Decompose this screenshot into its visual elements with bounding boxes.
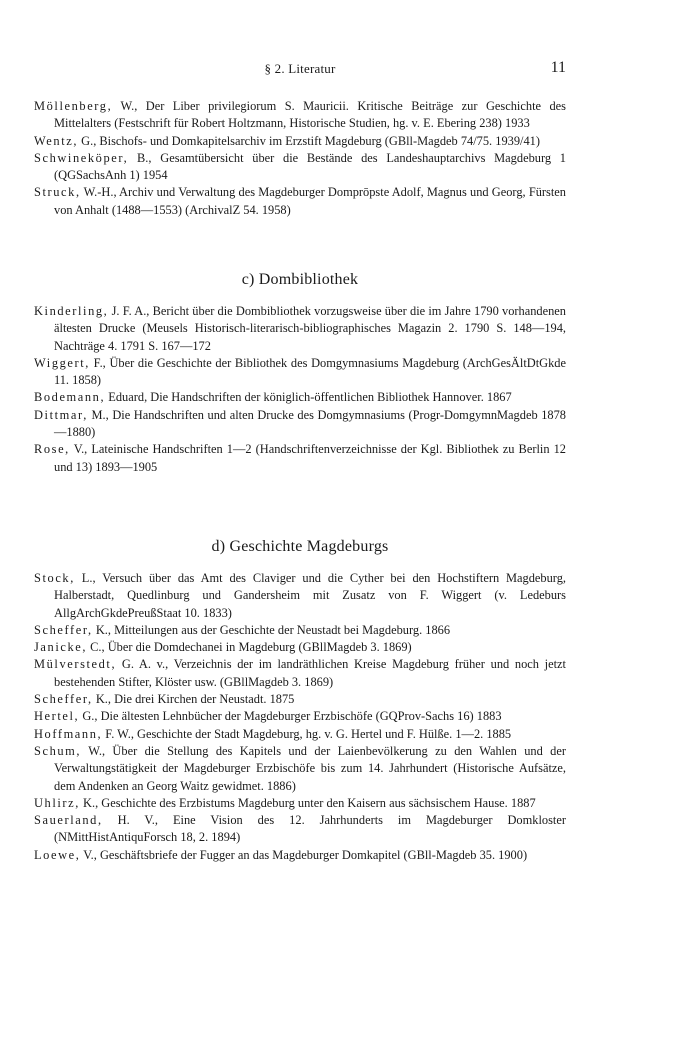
entry-text: F., Über die Geschichte der Bibliothek des Domgymnasiums Magdeburg (ArchGesÄltDtGkde 11. 1858): [54, 355, 566, 388]
entry-author: Janicke,: [34, 640, 88, 655]
entry-text: W., Der Liber privilegiorum S. Mauricii. Kritische Beiträge zur Geschichte des Mittelalters (Festschrift für Robert Holtzmann, Historische Studien, hg. v. E. Ebering 238) 1933: [54, 99, 566, 131]
running-title: § 2. Literatur: [264, 61, 336, 76]
bibliography-entry: [34, 98, 566, 133]
entry-author: Wiggert,: [34, 355, 90, 370]
bibliography-entry: [34, 303, 566, 355]
bibliography-entry: [34, 795, 566, 812]
bibliography-entry: [34, 133, 566, 150]
entry-author: Hertel,: [34, 709, 80, 724]
entry-text: G., Die ältesten Lehnbücher der Magdeburger Erzbischöfe (GQProv-Sachs 16) 1883: [79, 709, 502, 724]
entry-text: W., Über die Stellung des Kapitels und der Laienbevölkerung zu den Wahlen und der Verwaltungstätigkeit der Magdeburger Erzbischöfe bis zum 14. Jahrhundert (Historische Aufsätze, dem Andenken an Georg Waitz gewidmet. 1886): [54, 743, 566, 793]
bibliography-entry: [34, 184, 566, 219]
section-heading: c) Dombibliothek: [241, 271, 359, 288]
bibliography-entry: [34, 726, 566, 743]
entry-author: Stock,: [34, 571, 75, 585]
bibliography-entry: [34, 847, 566, 864]
bibliography-entry: [34, 691, 566, 708]
entry-text: V., Geschäftsbriefe der Fugger an das Magdeburger Domkapitel (GBll-Magdeb 35. 1900): [80, 847, 528, 862]
entry-author: Möllenberg,: [34, 99, 113, 113]
entry-text: F. W., Geschichte der Stadt Magdeburg, hg. v. G. Hertel und F. Hülße. 1—2. 1885: [102, 726, 512, 741]
entry-author: Schwineköper,: [34, 150, 129, 165]
entry-text: Eduard, Die Handschriften der königlich-öffentlichen Bibliothek Hannover. 1867: [105, 390, 512, 405]
entry-text: C., Über die Domdechanei in Magdeburg (GBllMagdeb 3. 1869): [87, 640, 412, 655]
entry-author: Bodemann,: [34, 390, 106, 405]
entry-author: Sauerland,: [34, 813, 103, 828]
bibliography-entry: [34, 389, 566, 406]
bibliography-entry: [34, 812, 566, 847]
entry-text: J. F. A., Bericht über die Dombibliothek vorzugsweise über die im Jahre 1790 vorhandenen ältesten Drucke (Meusels Historisch-literarisch-bibliographisches Magazin 2. 1790 S. 148—194, Nachträge 4. 1791 S. 167—172: [54, 304, 566, 353]
entry-text: K., Mitteilungen aus der Geschichte der Neustadt bei Magdeburg. 1866: [92, 622, 451, 637]
entry-text: K., Die drei Kirchen der Neustadt. 1875: [92, 692, 295, 707]
entry-author: Struck,: [34, 185, 81, 200]
entry-author: Dittmar,: [34, 407, 88, 422]
bibliography-entry: [34, 743, 566, 795]
entry-text: G., Bischofs- und Domkapitelsarchiv im Erzstift Magdeburg (GBll-Magdeb 74/75. 1939/41): [78, 133, 540, 148]
bibliography-entry: [34, 656, 566, 691]
entry-author: Loewe,: [34, 847, 81, 862]
entry-author: Hoffmann,: [34, 726, 103, 741]
entry-author: Wentz,: [34, 133, 79, 148]
bibliography-entry: [34, 441, 566, 476]
bibliography-entry: [34, 407, 566, 442]
entry-text: B., Gesamtübersicht über die Bestände des Landeshauptarchivs Magdeburg 1 (QGSachsAnh 1) 1954: [54, 150, 566, 183]
section-heading-dombibliothek-wrap: [34, 271, 566, 289]
entry-author: Uhlirz,: [34, 795, 80, 810]
entry-author: Rose,: [34, 442, 70, 457]
bibliography-entry: [34, 708, 566, 725]
bibliography-list-dombibliothek: [34, 303, 566, 476]
bibliography-entry: [34, 622, 566, 639]
entry-author: Mülverstedt,: [34, 657, 117, 672]
entry-text: K., Geschichte des Erzbistums Magdeburg unter den Kaisern aus sächsischem Hause. 1887: [79, 795, 536, 810]
section-heading: d) Geschichte Magdeburgs: [211, 538, 389, 555]
entry-author: Kinderling,: [34, 304, 109, 318]
page-number: 11: [550, 59, 566, 76]
entry-text: M., Die Handschriften und alten Drucke des Domgymnasiums (Progr-DomgymnMagdeb 1878—1880): [54, 407, 566, 440]
entry-author: Scheffer,: [34, 692, 93, 707]
entry-text: W.-H., Archiv und Verwaltung des Magdeburger Domprōpste Adolf, Magnus und Georg, Fürsten von Anhalt (1488—1553) (ArchivalZ 54. 1958): [54, 185, 566, 217]
bibliography-list-archive: [34, 98, 566, 219]
bibliography-entry: [34, 355, 566, 390]
entry-text: G. A. v., Verzeichnis der im landräthlichen Kreise Magdeburg früher und noch jetzt bestehenden Stifter, Klöster usw. (GBllMagdeb 3. 1869): [54, 657, 566, 689]
entry-text: V., Lateinische Handschriften 1—2 (Handschriftenverzeichnisse der Kgl. Bibliothek zu Berlin 12 und 13) 1893—1905: [54, 442, 566, 474]
bibliography-list-geschichte: [34, 570, 566, 864]
bibliography-entry: [34, 150, 566, 185]
running-head: [34, 61, 566, 81]
entry-text: L., Versuch über das Amt des Claviger und die Cyther bei den Hochstiftern Magdeburg, Halberstadt, Quedlinburg und Gandersheim mit Zusatz von F. Wiggert (v. Ledeburs AllgArchGkdePreußStaat 10. 1833): [54, 571, 566, 620]
bibliography-entry: [34, 639, 566, 656]
bibliography-entry: [34, 570, 566, 622]
entry-text: H. V., Eine Vision des 12. Jahrhunderts im Magdeburger Domkloster (NMittHistAntiquForsch 18, 2. 1894): [54, 813, 566, 845]
section-heading-geschichte-wrap: [34, 538, 566, 556]
entry-author: Schum,: [34, 743, 82, 758]
entry-author: Scheffer,: [34, 622, 93, 637]
